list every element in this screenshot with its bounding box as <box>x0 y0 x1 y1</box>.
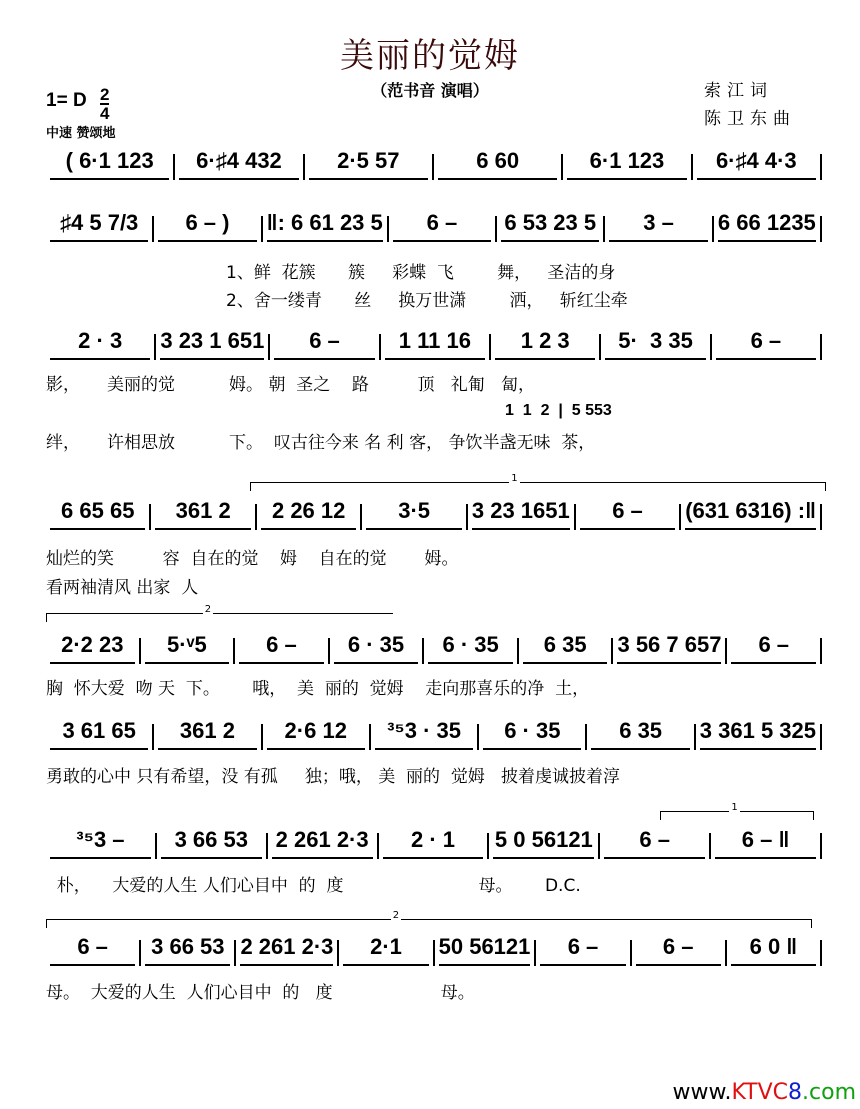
measure: 6 53 23 5 <box>501 210 599 242</box>
barline <box>691 154 693 180</box>
volta-first-ending: 1 <box>250 482 826 491</box>
measure: 2·1 <box>343 934 428 966</box>
measure: 6·♯4 432 <box>179 148 298 180</box>
barline <box>139 638 141 664</box>
barline <box>149 504 151 530</box>
barline <box>379 334 381 360</box>
measure: ³⁵3 · 35 <box>375 718 473 750</box>
measure: 5·ᵛ5 <box>145 632 230 664</box>
measure: 6 · 35 <box>428 632 513 664</box>
barline <box>477 724 479 750</box>
barline <box>155 833 157 859</box>
measure: 361 2 <box>158 718 256 750</box>
singer-credit: （范书音 演唱） <box>371 81 489 100</box>
barline <box>820 504 822 530</box>
song-title: 美丽的觉姆 <box>340 36 520 76</box>
tempo-marking: 中速 赞颂地 <box>46 126 116 141</box>
measure: 3 361 5 325 <box>700 718 816 750</box>
measure: 5· 3 35 <box>605 328 705 360</box>
barline <box>360 504 362 530</box>
measure: 3·5 <box>366 498 461 530</box>
measure: 2 26 12 <box>261 498 356 530</box>
measure: 2·6 12 <box>267 718 365 750</box>
measure: 6 – <box>604 827 705 859</box>
barline <box>710 334 712 360</box>
barline <box>377 833 379 859</box>
measure: 2 · 1 <box>383 827 484 859</box>
barline <box>709 833 711 859</box>
measure: 6 · 35 <box>334 632 419 664</box>
barline <box>173 154 175 180</box>
measure: 361 2 <box>155 498 250 530</box>
barline <box>152 216 154 242</box>
lyric: 朴， 大爱的人生 人们心目中 的 度 母。 D.C. <box>46 876 581 896</box>
barline <box>433 940 435 966</box>
system-2 <box>46 212 822 242</box>
measure: ♯4 5 7/3 <box>50 210 148 242</box>
measure: (631 6316) :‖ <box>685 498 816 530</box>
barline <box>489 334 491 360</box>
measure: 3 23 1 651 <box>160 328 264 360</box>
system-8 <box>46 936 822 966</box>
measure: 6 – <box>716 328 816 360</box>
measure: 3 56 7 657 <box>617 632 721 664</box>
barline <box>611 638 613 664</box>
composer-credit: 陈卫东曲 <box>704 109 796 129</box>
lyric: 胸 怀大爱 吻 天 下。 哦， 美 丽的 觉姆 走向那喜乐的净 土， <box>46 679 590 699</box>
barline <box>466 504 468 530</box>
barline <box>630 940 632 966</box>
barline <box>432 154 434 180</box>
lyric: 母。 大爱的人生 人们心目中 的 度 母。 <box>46 983 475 1003</box>
barline <box>233 638 235 664</box>
volta-second-ending: 2 <box>46 613 393 622</box>
measure: 6 – <box>239 632 324 664</box>
barline <box>561 154 563 180</box>
barline <box>387 216 389 242</box>
barline <box>487 833 489 859</box>
measure: 5 0 56121 <box>493 827 594 859</box>
barline <box>585 724 587 750</box>
barline <box>598 833 600 859</box>
measure: 6 – <box>636 934 721 966</box>
barline <box>725 940 727 966</box>
barline <box>495 216 497 242</box>
measure: ( 6·1 123 <box>50 148 169 180</box>
system-5 <box>46 634 822 664</box>
watermark: www.KTVC8.com <box>672 1080 856 1105</box>
barline <box>820 940 822 966</box>
measure: 6 – ‖ <box>715 827 816 859</box>
measure: 2·5 57 <box>309 148 428 180</box>
volta-first-ending: 1 <box>660 811 814 820</box>
measure: 6 – <box>50 934 135 966</box>
barline <box>154 334 156 360</box>
measure: 1 11 16 <box>385 328 485 360</box>
system-3 <box>46 330 822 360</box>
measure: 50 56121 <box>439 934 531 966</box>
measure: 6 65 65 <box>50 498 145 530</box>
lyric-verse-2: 绊， 许相思放 下。 叹古往今来 名 利 客， 争饮半盏无味 茶， <box>46 433 596 453</box>
barline <box>820 334 822 360</box>
measure: 6 · 35 <box>483 718 581 750</box>
barline <box>303 154 305 180</box>
measure: 6 – <box>393 210 491 242</box>
measure: ‖: 6 61 23 5 <box>267 210 383 242</box>
measure: 2 261 2·3 <box>272 827 373 859</box>
barline <box>694 724 696 750</box>
barline <box>266 833 268 859</box>
lyric-verse-1: 灿烂的笑 容 自在的觉 姆 自在的觉 姆。 <box>46 549 459 569</box>
barline <box>574 504 576 530</box>
measure: 6·♯4 4·3 <box>697 148 816 180</box>
barline <box>517 638 519 664</box>
barline <box>820 833 822 859</box>
barline <box>268 334 270 360</box>
measure: 6 – <box>731 632 816 664</box>
system-7 <box>46 829 822 859</box>
measure: 6 35 <box>523 632 608 664</box>
lyric-verse-2: 看两袖清风 出家 人 <box>46 578 199 598</box>
time-bottom: 4 <box>100 104 110 123</box>
measure: 6 60 <box>438 148 557 180</box>
barline <box>255 504 257 530</box>
measure: 3 66 53 <box>145 934 230 966</box>
alternate-notes: 1 1 2 | 5 553 <box>505 402 612 419</box>
barline <box>234 940 236 966</box>
system-6 <box>46 720 822 750</box>
lyricist-credit: 索江词 <box>704 81 773 101</box>
lyric: 勇敢的心中 只有希望，没 有孤 独；哦， 美 丽的 觉姆 披着虔诚披着淳 <box>46 767 621 787</box>
barline <box>712 216 714 242</box>
measure: 6 – ) <box>158 210 256 242</box>
lyric-verse-2: 2、舍一缕青 丝 换万世潇 洒， 斩红尘牵 <box>226 291 628 311</box>
lyric-verse-1: 影， 美丽的觉 姆。 朝 圣之 路 顶 礼匍 匐， <box>46 375 535 395</box>
measure: 6 – <box>540 934 625 966</box>
measure: 3 66 53 <box>161 827 262 859</box>
system-4 <box>46 500 822 530</box>
barline <box>534 940 536 966</box>
measure: 3 61 65 <box>50 718 148 750</box>
barline <box>422 638 424 664</box>
volta-second-ending: 2 <box>46 919 812 928</box>
barline <box>261 724 263 750</box>
measure: 6 0 ‖ <box>731 934 816 966</box>
barline <box>261 216 263 242</box>
measure: 6 – <box>580 498 675 530</box>
lyric-verse-1: 1、鲜 花簇 簇 彩蝶 飞 舞， 圣洁的身 <box>226 263 616 283</box>
barline <box>152 724 154 750</box>
barline <box>820 724 822 750</box>
measure: ³⁵3 – <box>50 827 151 859</box>
measure: 2 261 2·3 <box>240 934 333 966</box>
time-top: 2 <box>100 85 110 104</box>
measure: 6 66 1235 <box>718 210 816 242</box>
barline <box>599 334 601 360</box>
barline <box>820 638 822 664</box>
system-1 <box>46 150 822 180</box>
barline <box>139 940 141 966</box>
barline <box>725 638 727 664</box>
barline <box>679 504 681 530</box>
barline <box>603 216 605 242</box>
barline <box>328 638 330 664</box>
barline <box>369 724 371 750</box>
measure: 3 – <box>609 210 707 242</box>
measure: 6·1 123 <box>567 148 686 180</box>
measure: 2·2 23 <box>50 632 135 664</box>
measure: 3 23 1651 <box>472 498 570 530</box>
measure: 1 2 3 <box>495 328 595 360</box>
key-signature: 1= D <box>46 90 87 111</box>
barline <box>820 216 822 242</box>
barline <box>820 154 822 180</box>
measure: 2 · 3 <box>50 328 150 360</box>
barline <box>337 940 339 966</box>
time-signature <box>100 86 109 122</box>
measure: 6 35 <box>591 718 689 750</box>
measure: 6 – <box>274 328 374 360</box>
